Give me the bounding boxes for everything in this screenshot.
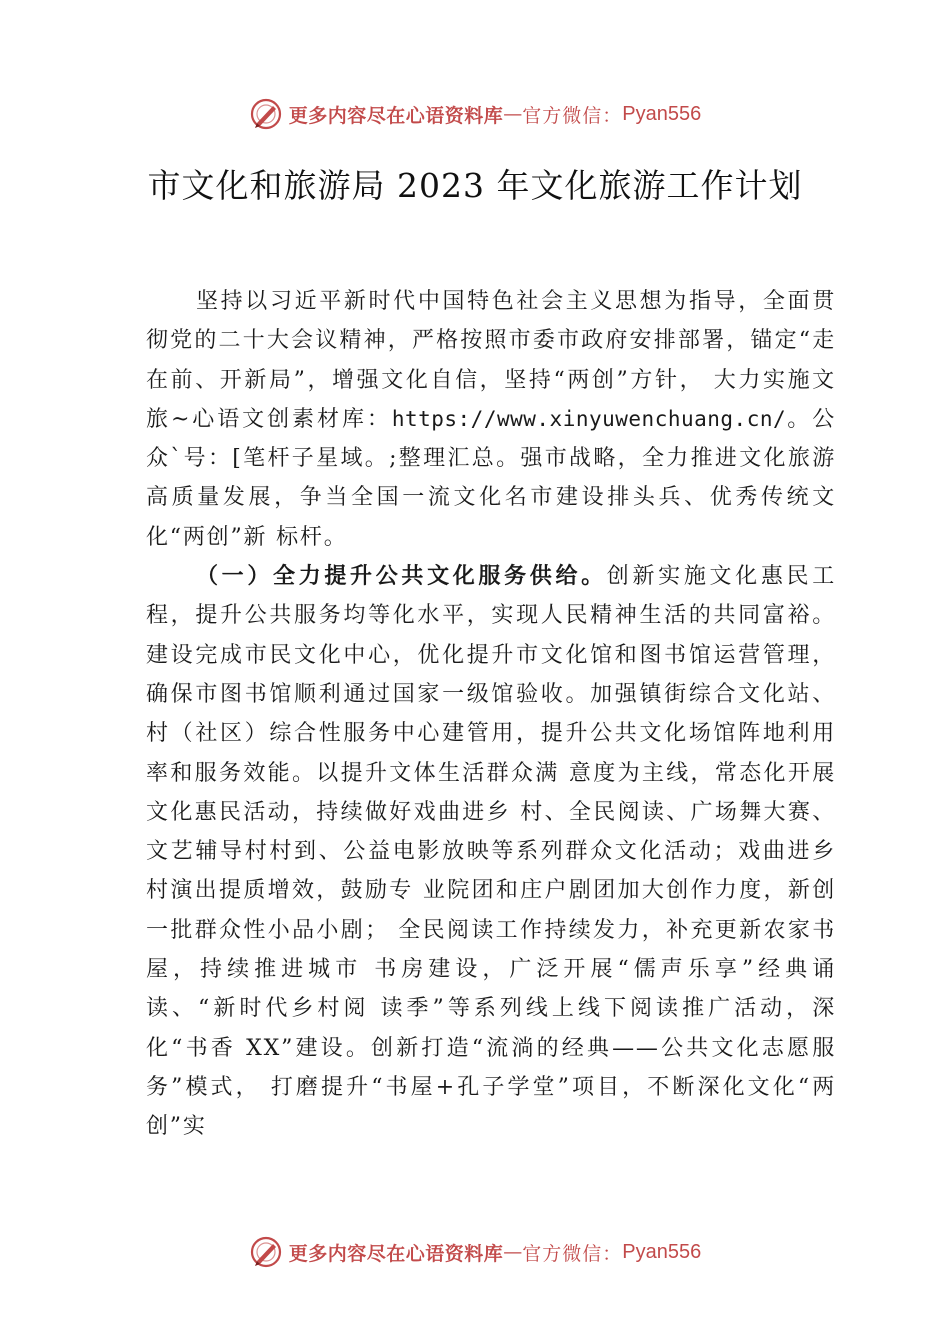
document-body xyxy=(146,282,836,1147)
source-url: https://www.xinyuwenchuang.cn/ xyxy=(391,406,787,431)
banner-slogan: 更多内容尽在心语资料库 xyxy=(288,1242,504,1265)
footer-watermark-banner xyxy=(0,1232,950,1272)
document-title: 市文化和旅游局 2023 年文化旅游工作计划 xyxy=(147,166,803,205)
section-text: 创新实施文化惠民工程，提升公共服务均等化水平，实现人民精神生活的共同富裕。建设完成市民文化中心，优化提升市文化馆和图书馆运营管理，确保市图书馆顺利通过国家一级馆验收。加强镇街综合文化站、村（社区）综合性服务中心建管用，提升公共文化场馆阵地利用率和服务效能。以提升文体生活群众满 意度为主线，常态化开展文化惠民活动，持续做好戏曲进乡 村、全民阅读、广场舞大赛、文艺辅导村村到、公益电影放映等系列群众文化活动；戏曲进乡村演出提质增效，鼓励专 业院团和庄户剧团加大创作力度，新创一批群众性小品小剧； 全民阅读工作持续发力，补充更新农家书屋，持续推进城市 书房建设，广泛开展“儒声乐享”经典诵读、“新时代乡村阅 读季”等系列线上线下阅读推广活动，深化“书香 XX”建设。创新打造“流淌的经典——公共文化志愿服务”模式， 打磨提升“书屋+孔子学堂”项目，不断深化文化“两创”实 xyxy=(146,564,836,1140)
pen-seal-icon xyxy=(249,97,283,131)
banner-separator: — xyxy=(503,103,523,125)
banner-wechat-id: Pyan556 xyxy=(622,1240,702,1263)
paragraph-section-1 xyxy=(146,557,836,1146)
banner-wechat-label: 官方微信： xyxy=(522,1242,623,1265)
banner-separator: — xyxy=(503,1241,523,1263)
section-heading: （一）全力提升公共文化服务供给。 xyxy=(196,563,607,590)
intro-text-part1: 坚持以习近平新时代中国特色社会主义思想为指导，全面贯彻党的二十大会议精神，严格按照市委市政府安排部署，锚定“走在前、开新局”，增强文化自信，坚持“两创”方针， 大力实施文旅~心语文创素材库： xyxy=(146,289,836,432)
header-watermark-banner xyxy=(0,94,950,134)
pen-seal-icon xyxy=(249,1235,283,1269)
intro-text-part2: 。公众`号：[笔杆子星域。;整理汇总。强市战略，全力推进文化旅游高质量发展，争当全国一流文化名市建设排头兵、优秀传统文化“两创”新 标杆。 xyxy=(146,406,837,550)
banner-wechat-id: Pyan556 xyxy=(622,102,702,125)
paragraph-intro xyxy=(146,282,836,557)
banner-slogan: 更多内容尽在心语资料库 xyxy=(288,104,504,127)
banner-wechat-label: 官方微信： xyxy=(522,104,623,127)
